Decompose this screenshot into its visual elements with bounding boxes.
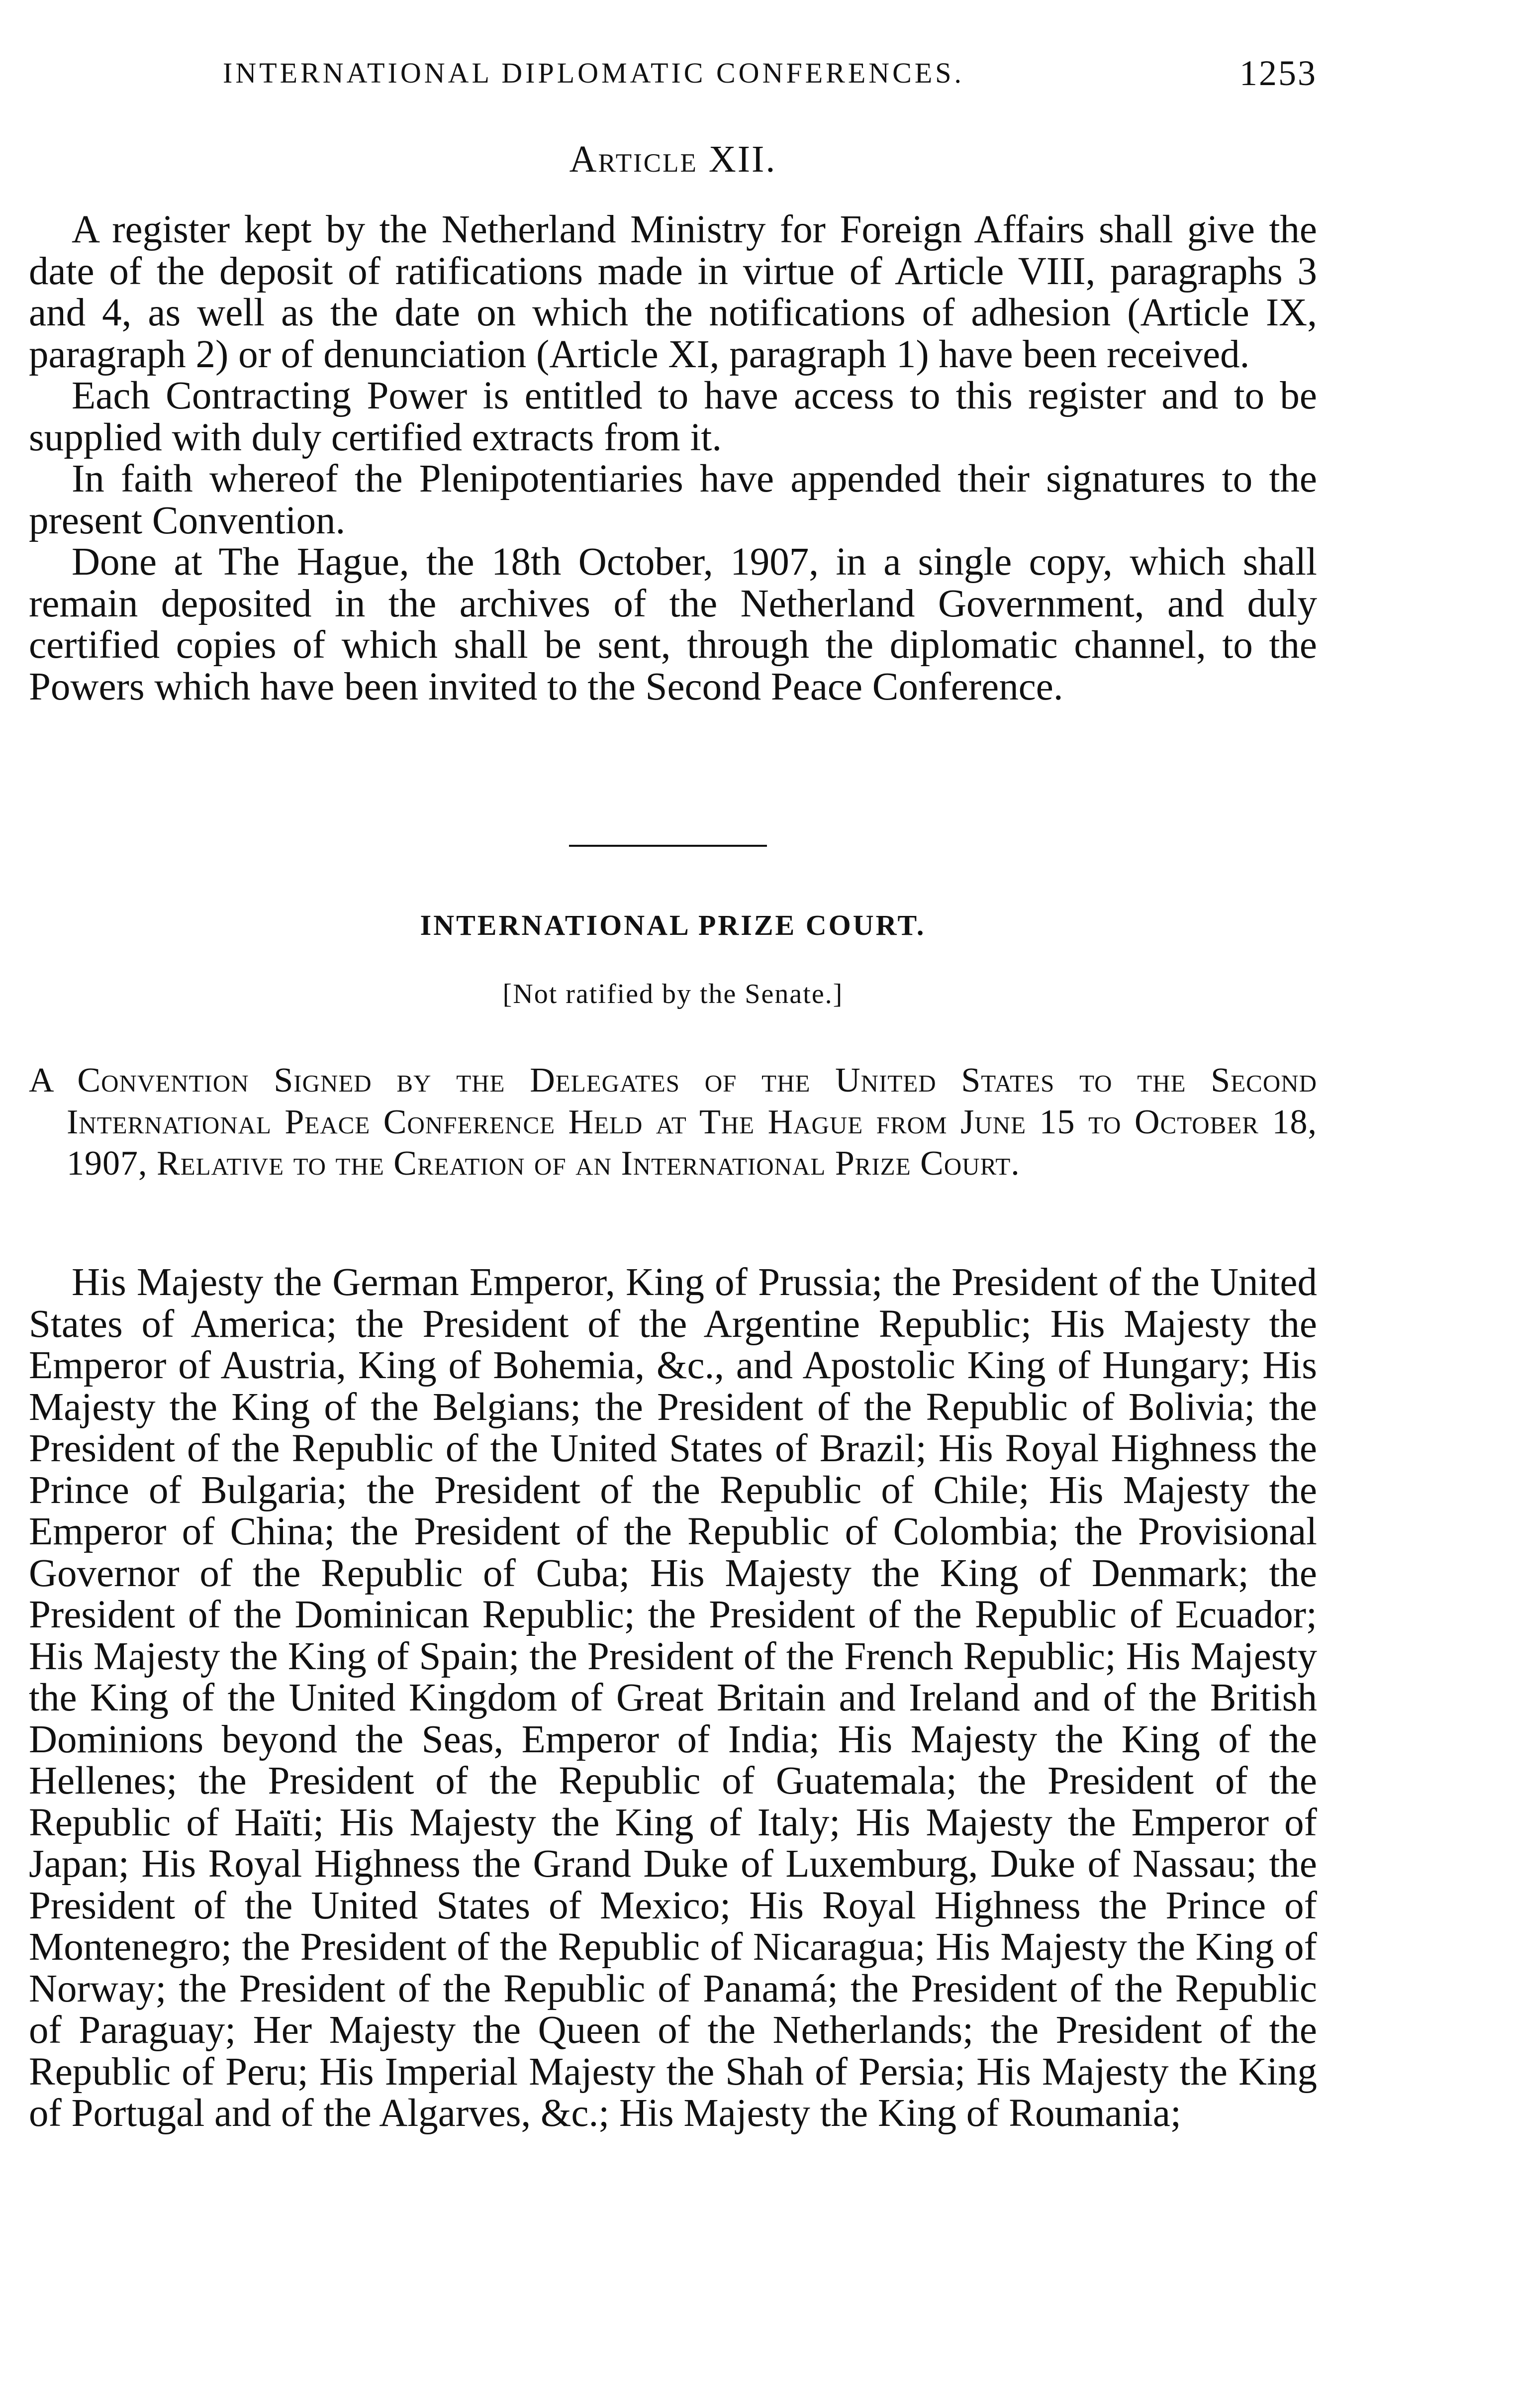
- preamble-body: [29, 1262, 1317, 2134]
- section-divider: [569, 845, 767, 847]
- page-number: 1253: [1239, 53, 1317, 93]
- document-page: [29, 0, 1317, 2408]
- page-header: [29, 46, 1317, 100]
- article-paragraph: Each Contracting Power is entitled to have access to this register and to be supplied with duly certified extracts from it.: [29, 374, 1317, 459]
- running-head: INTERNATIONAL DIPLOMATIC CONFERENCES.: [223, 57, 965, 89]
- article-body: [29, 209, 1317, 707]
- article-heading: Article XII.: [569, 138, 777, 180]
- preamble-paragraph: His Majesty the German Emperor, King of Prussia; the President of the United States of America; the President of the Argentine Republic; His Majesty the Emperor of Austria, King of Bohemia, &c., and Apostolic King of Hungary; His Majesty the King of the Belgians; the President of the Republic of Bolivia; the President of the Republic of the United States of Brazil; His Royal Highness the Prince of Bulgaria; the President of the Republic of Chile; His Majesty the Emperor of China; the President of the Republic of Colombia; the Provisional Governor of the Republic of Cuba; His Majesty the King of Denmark; the President of the Dominican Republic; the President of the Republic of Ecuador; His Majesty the King of Spain; the President of the French Republic; His Majesty the King of the United Kingdom of Great Britain and Ireland and of the British Dominions beyond the Seas, Emperor of India; His Majesty the King of the Hellenes; the President of the Republic of Guatemala; the President of the Republic of Haïti; His Majesty the King of Italy; His Majesty the Emperor of Japan; His Royal Highness the Grand Duke of Luxemburg, Duke of Nassau; the President of the United States of Mexico; His Royal Highness the Prince of Montenegro; the President of the Republic of Nicaragua; His Majesty the King of Norway; the President of the Republic of Panamá; the President of the Republic of Paraguay; Her Majesty the Queen of the Netherlands; the President of the Republic of Peru; His Imperial Majesty the Shah of Persia; His Majesty the King of Portugal and of the Algarves, &c.; His Majesty the King of Roumania;: [29, 1261, 1317, 2135]
- article-paragraph: In faith whereof the Plenipotentiaries have appended their signatures to the present Convention.: [29, 457, 1317, 542]
- convention-title: A Convention Signed by the Delegates of the United States to the Second International Peace Conference Held at The Hague from June 15 to October 18, 1907, Relative to the Creation of an International Prize Court.: [29, 1061, 1317, 1183]
- ratification-note: [Not ratified by the Senate.]: [502, 979, 844, 1009]
- section-title: INTERNATIONAL PRIZE COURT.: [420, 909, 926, 941]
- article-paragraph: A register kept by the Netherland Ministry for Foreign Affairs shall give the date of the deposit of ratifications made in virtue of Article VIII, paragraphs 3 and 4, as well as the date on which the notifications of adhesion (Article IX, paragraph 2) or of denunciation (Article XI, paragraph 1) have been received.: [29, 208, 1317, 376]
- article-paragraph: Done at The Hague, the 18th October, 1907, in a single copy, which shall remain deposited in the archives of the Netherland Government, and duly certified copies of which shall be sent, through the diplomatic channel, to the Powers which have been invited to the Second Peace Conference.: [29, 540, 1317, 708]
